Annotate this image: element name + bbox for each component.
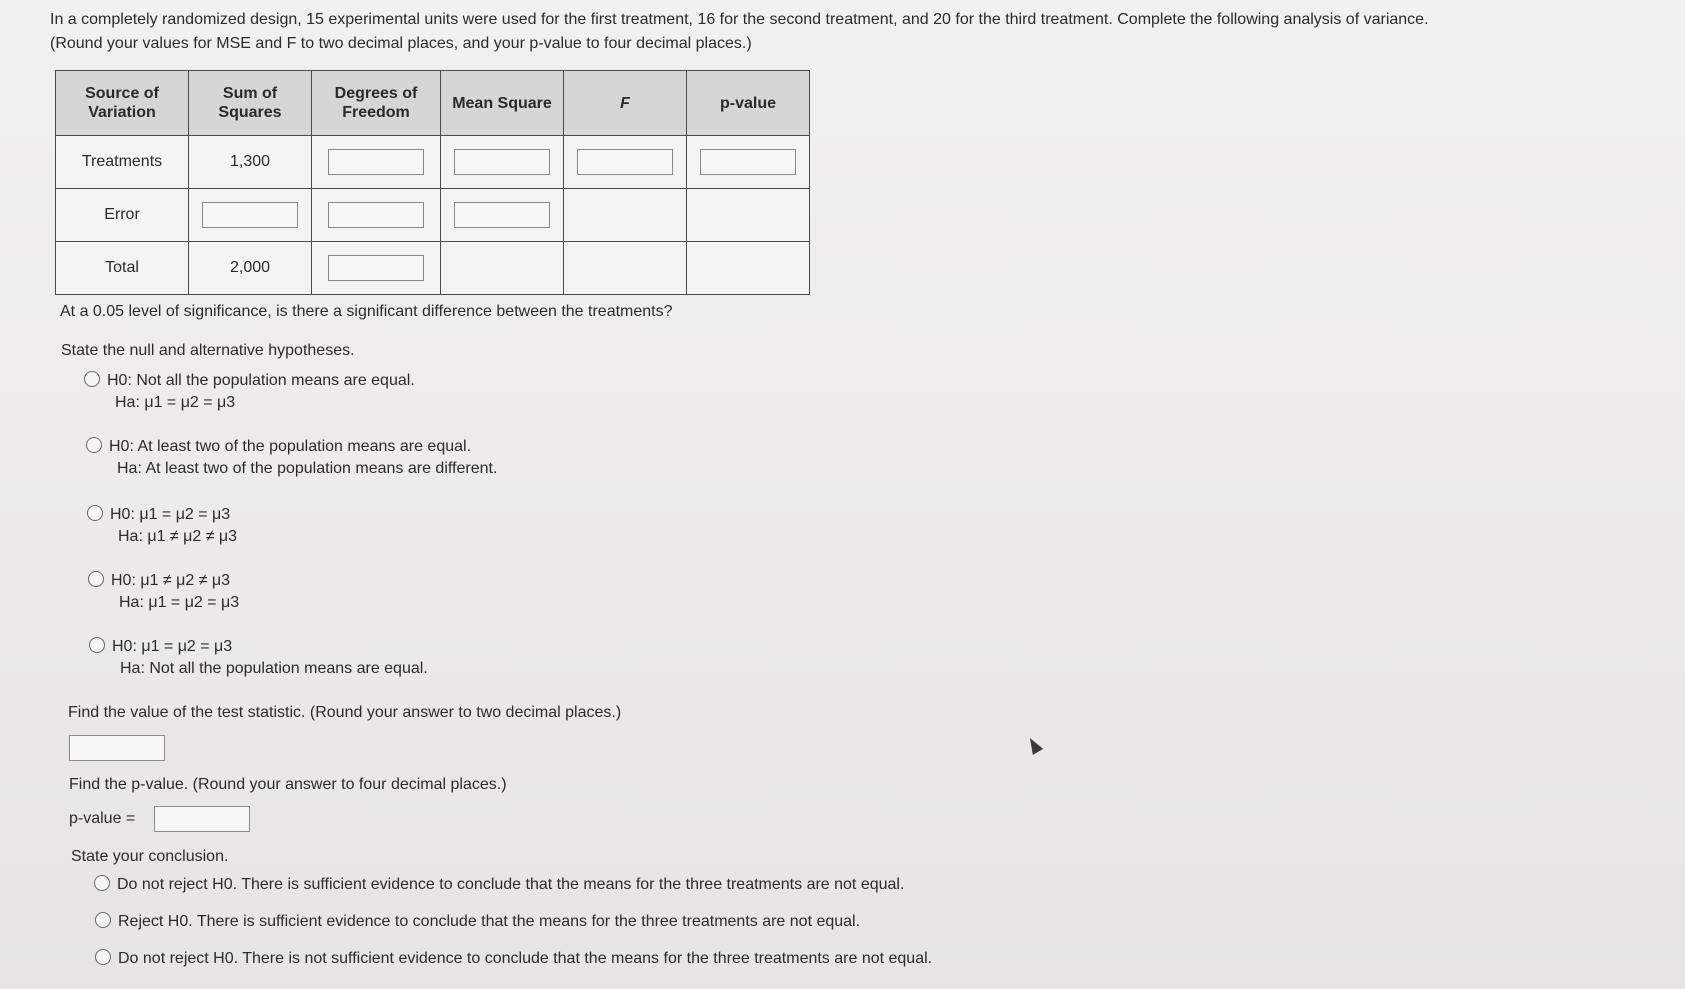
hypothesis-option-5[interactable] xyxy=(89,636,428,680)
option-ha: Ha: Not all the population means are equal. xyxy=(120,660,428,677)
p-value-input[interactable] xyxy=(154,806,250,832)
conclusion-option-3[interactable] xyxy=(95,948,932,970)
radio-button[interactable] xyxy=(87,505,103,521)
option-h0: H0: At least two of the population means are equal. xyxy=(109,438,472,455)
hypothesis-option-4[interactable] xyxy=(88,570,239,614)
header-source: Source of Variation xyxy=(56,71,189,136)
empty-cell xyxy=(441,242,564,295)
option-ha: Ha: At least two of the population means are different. xyxy=(117,460,498,477)
option-h0: H0: μ1 = μ2 = μ3 xyxy=(110,506,231,523)
problem-statement-line2: (Round your values for MSE and F to two decimal places, and your p-value to four decimal places.) xyxy=(50,35,752,52)
anova-table xyxy=(55,70,810,295)
radio-button[interactable] xyxy=(95,949,111,965)
conclusion-option-2[interactable] xyxy=(95,911,860,933)
option-h0: H0: μ1 = μ2 = μ3 xyxy=(112,638,233,655)
mouse-pointer-icon xyxy=(1025,735,1043,755)
header-p-value: p-value xyxy=(687,71,810,136)
header-f: F xyxy=(564,71,687,136)
row-label-total: Total xyxy=(56,242,189,295)
conclusion-option-label: Do not reject H0. There is sufficient evidence to conclude that the means for the three treatments are not equal. xyxy=(117,876,905,893)
treatments-f-input[interactable] xyxy=(577,149,673,175)
radio-button[interactable] xyxy=(86,437,102,453)
hypotheses-prompt: State the null and alternative hypotheses. xyxy=(61,342,355,359)
empty-cell xyxy=(564,189,687,242)
row-label-error: Error xyxy=(56,189,189,242)
option-ha: Ha: μ1 = μ2 = μ3 xyxy=(115,394,236,411)
significance-question: At a 0.05 level of significance, is there a significant difference between the treatments? xyxy=(60,303,673,320)
header-sum-of-squares: Sum of Squares xyxy=(189,71,312,136)
anova-header-row xyxy=(56,71,810,136)
table-row xyxy=(56,242,810,295)
hypothesis-option-1[interactable] xyxy=(84,370,415,414)
radio-button[interactable] xyxy=(84,371,100,387)
error-ss-input[interactable] xyxy=(202,202,298,228)
header-degrees-of-freedom: Degrees of Freedom xyxy=(312,71,441,136)
table-row xyxy=(56,136,810,189)
treatments-p-value-input[interactable] xyxy=(700,149,796,175)
radio-button[interactable] xyxy=(89,637,105,653)
treatments-df-input[interactable] xyxy=(328,149,424,175)
test-statistic-prompt: Find the value of the test statistic. (Round your answer to two decimal places.) xyxy=(68,704,622,721)
p-value-label: p-value = xyxy=(69,810,136,827)
conclusion-option-label: Do not reject H0. There is not sufficient evidence to conclude that the means for the three treatments are not equal. xyxy=(118,950,933,967)
radio-button[interactable] xyxy=(94,875,110,891)
option-ha: Ha: μ1 ≠ μ2 ≠ μ3 xyxy=(118,528,238,545)
option-h0: H0: μ1 ≠ μ2 ≠ μ3 xyxy=(111,572,231,589)
option-h0: H0: Not all the population means are equal. xyxy=(107,372,415,389)
option-ha: Ha: μ1 = μ2 = μ3 xyxy=(119,594,240,611)
test-statistic-input[interactable] xyxy=(69,735,165,761)
conclusion-option-label: Reject H0. There is sufficient evidence to conclude that the means for the three treatments are not equal. xyxy=(118,913,861,930)
header-mean-square: Mean Square xyxy=(441,71,564,136)
hypothesis-option-3[interactable] xyxy=(87,504,237,548)
error-ms-input[interactable] xyxy=(454,202,550,228)
total-df-input[interactable] xyxy=(328,255,424,281)
empty-cell xyxy=(564,242,687,295)
conclusion-option-1[interactable] xyxy=(94,874,904,896)
table-row xyxy=(56,189,810,242)
treatments-ms-input[interactable] xyxy=(454,149,550,175)
problem-statement-line1: In a completely randomized design, 15 experimental units were used for the first treatment, 16 for the second treatment, and 20 for the third treatment. Complete the following analysis of variance. xyxy=(50,11,1429,28)
row-label-treatments: Treatments xyxy=(56,136,189,189)
p-value-prompt: Find the p-value. (Round your answer to four decimal places.) xyxy=(69,776,507,793)
problem-statement xyxy=(50,8,1650,56)
hypothesis-option-2[interactable] xyxy=(86,436,497,480)
empty-cell xyxy=(687,189,810,242)
error-df-input[interactable] xyxy=(328,202,424,228)
empty-cell xyxy=(687,242,810,295)
radio-button[interactable] xyxy=(88,571,104,587)
conclusion-prompt: State your conclusion. xyxy=(71,848,229,865)
radio-button[interactable] xyxy=(95,912,111,928)
treatments-ss-value: 1,300 xyxy=(189,136,312,189)
total-ss-value: 2,000 xyxy=(189,242,312,295)
